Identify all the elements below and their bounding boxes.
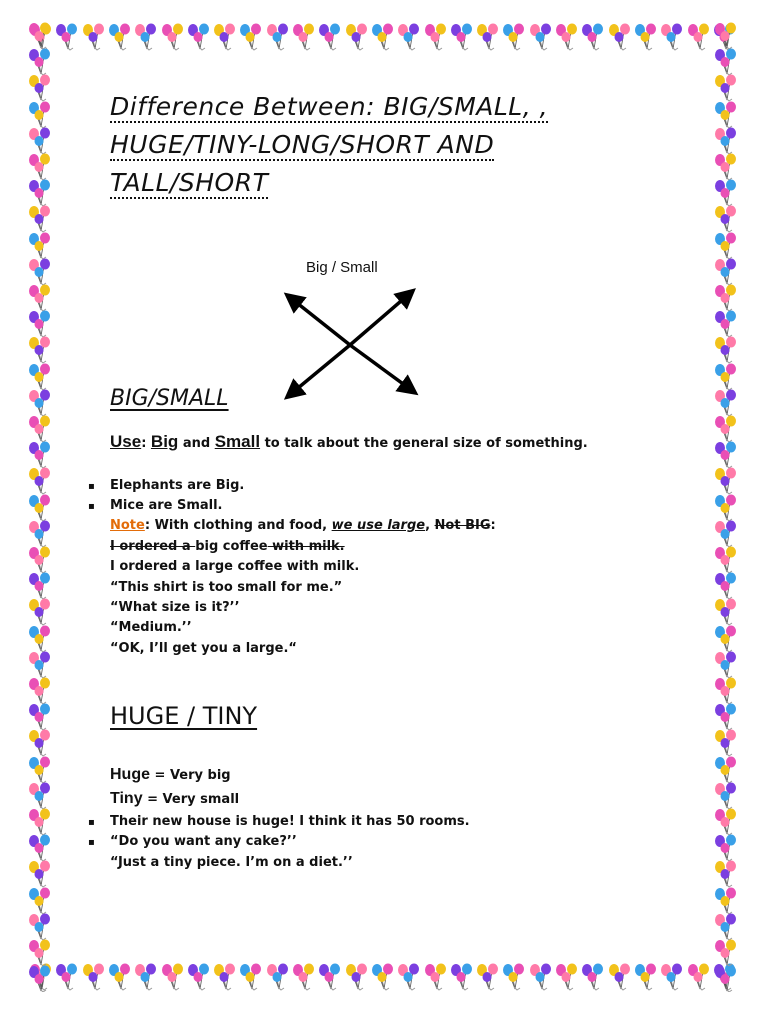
border-right [712,22,740,992]
balloon-icon [27,284,53,312]
balloon-icon [27,546,53,574]
balloon-icon [54,23,80,51]
balloon-icon [27,22,53,50]
balloon-icon [212,963,238,991]
balloon-icon [27,651,53,679]
balloon-icon [713,74,739,102]
balloon-icon [81,23,107,51]
balloon-icon [713,756,739,784]
small-key: Small [214,432,261,451]
balloon-icon [528,23,554,51]
use-label: Use [110,432,142,451]
title-line-2: HUGE/TINY-LONG/SHORT AND [110,130,495,159]
balloon-icon [713,729,739,757]
balloon-icon [370,963,396,991]
balloon-icon [27,729,53,757]
balloon-icon [186,23,212,51]
note-we-use: we use large [331,518,426,533]
balloon-icon [607,23,633,51]
balloon-icon [27,153,53,181]
bs-bullet-1: Elephants are Big. [110,478,245,493]
balloon-icon [713,48,739,76]
balloon-icon [713,205,739,233]
balloon-icon [659,23,685,51]
balloon-icon [449,963,475,991]
title-line-3: TALL/SHORT [110,168,269,197]
balloon-icon [81,963,107,991]
balloon-icon [713,284,739,312]
tiny-def: = Very small [142,792,240,807]
border-left [26,22,54,992]
balloon-icon [238,963,264,991]
ht-bullet-2: “Do you want any cake?’’ [110,834,297,849]
bullet-marker: ▪ [88,481,95,492]
diagram-label: Big / Small [306,259,378,276]
balloon-icon [27,179,53,207]
balloon-icon [107,963,133,991]
example-line-4: “What size is it?’’ [110,600,240,615]
balloon-icon [713,310,739,338]
balloon-icon [713,441,739,469]
balloon-icon [713,153,739,181]
balloon-icon [27,494,53,522]
balloon-icon [27,389,53,417]
huge-tiny-heading: HUGE / TINY [110,702,258,730]
balloon-icon [713,232,739,260]
note-text: : With clothing and food, [144,518,332,533]
balloon-icon [27,782,53,810]
balloon-icon [686,23,712,51]
balloon-icon [27,756,53,784]
example-line-3: “This shirt is too small for me.” [110,580,343,595]
balloon-icon [107,23,133,51]
note-label: Note [110,518,145,533]
balloon-icon [659,963,685,991]
balloon-icon [396,23,422,51]
balloon-icon [713,179,739,207]
balloon-icon [423,963,449,991]
balloon-icon [160,963,186,991]
balloon-icon [713,965,739,992]
balloon-icon [27,834,53,862]
balloon-icon [27,441,53,469]
balloon-icon [27,965,53,992]
balloon-icon [344,963,370,991]
balloon-icon [713,808,739,836]
balloon-icon [633,963,659,991]
page-title [110,88,670,202]
balloon-icon [27,415,53,443]
big-small-diagram [270,255,440,405]
balloon-icon [528,963,554,991]
balloon-icon [27,467,53,495]
big-small-heading: BIG/SMALL [110,386,229,411]
balloon-icon [475,963,501,991]
balloon-icon [27,101,53,129]
balloon-icon [554,23,580,51]
balloon-icon [713,939,739,967]
balloon-icon [27,625,53,653]
balloon-icon [713,546,739,574]
balloon-icon [713,336,739,364]
balloon-icon [27,232,53,260]
balloon-icon [713,22,739,50]
balloon-icon [554,963,580,991]
balloon-icon [27,913,53,941]
huge-def: = Very big [150,768,231,783]
balloon-icon [186,963,212,991]
balloon-icon [27,258,53,286]
use-colon: : [141,436,151,451]
balloon-icon [27,572,53,600]
note-not-big: Not BIG [434,518,491,533]
balloon-icon [133,963,159,991]
balloon-icon [501,23,527,51]
example-line-2: I ordered a large coffee with milk. [110,559,360,574]
balloon-icon [27,598,53,626]
border-top [28,22,740,52]
huge-def-line [110,766,231,784]
border-bottom [28,962,740,992]
balloon-icon [317,963,343,991]
balloon-icon [713,677,739,705]
balloon-icon [27,127,53,155]
tiny-key: Tiny [110,790,143,807]
balloon-icon [27,336,53,364]
example-strike-line [110,539,345,554]
balloon-icon [423,23,449,51]
balloon-icon [370,23,396,51]
balloon-icon [27,939,53,967]
balloon-icon [27,363,53,391]
balloon-icon [713,363,739,391]
balloon-icon [449,23,475,51]
example-line-5: “Medium.’’ [110,620,192,635]
example-mid: big coffee [195,539,268,554]
balloon-icon [713,782,739,810]
ht-bullet-1: Their new house is huge! I think it has 50 rooms. [110,814,470,829]
balloon-icon [713,415,739,443]
bullet-marker: ▪ [88,501,95,512]
balloon-icon [475,23,501,51]
balloon-icon [713,887,739,915]
bs-bullet-2: Mice are Small. [110,498,223,513]
balloon-icon [713,389,739,417]
strike-text-2: with milk. [267,539,345,554]
cross-arrows-icon [270,255,440,405]
balloon-icon [396,963,422,991]
note-line [110,518,496,533]
bullet-marker: ▪ [88,817,95,828]
balloon-icon [54,963,80,991]
balloon-icon [27,205,53,233]
balloon-icon [160,23,186,51]
big-key: Big [150,432,179,451]
balloon-icon [713,101,739,129]
huge-key: Huge [110,766,150,783]
balloon-icon [27,677,53,705]
balloon-icon [344,23,370,51]
balloon-icon [27,310,53,338]
balloon-icon [291,963,317,991]
balloon-icon [713,598,739,626]
balloon-icon [265,23,291,51]
balloon-icon [713,258,739,286]
balloon-icon [291,23,317,51]
balloon-icon [501,963,527,991]
balloon-icon [713,625,739,653]
and-text: and [178,436,215,451]
balloon-icon [27,48,53,76]
balloon-icon [265,963,291,991]
balloon-icon [27,520,53,548]
balloon-icon [713,651,739,679]
balloon-icon [27,808,53,836]
balloon-icon [713,520,739,548]
balloon-icon [580,23,606,51]
balloon-icon [713,703,739,731]
bullet-marker: ▪ [88,837,95,848]
balloon-icon [713,467,739,495]
balloon-icon [27,703,53,731]
balloon-icon [580,963,606,991]
use-line [110,432,588,452]
balloon-icon [713,834,739,862]
balloon-icon [713,860,739,888]
balloon-icon [686,963,712,991]
balloon-icon [633,23,659,51]
balloon-icon [27,860,53,888]
use-rest: to talk about the general size of something. [260,436,588,451]
tiny-def-line [110,790,239,808]
note-comma: , [425,518,435,533]
balloon-icon [317,23,343,51]
balloon-icon [713,572,739,600]
balloon-icon [133,23,159,51]
ht-line-3: “Just a tiny piece. I’m on a diet.’’ [110,855,353,870]
balloon-icon [713,127,739,155]
note-colon: : [490,518,496,533]
balloon-icon [238,23,264,51]
title-line-1: Difference Between: BIG/SMALL, , [110,92,549,121]
balloon-icon [713,913,739,941]
balloon-icon [212,23,238,51]
balloon-icon [607,963,633,991]
balloon-icon [27,887,53,915]
balloon-icon [27,74,53,102]
example-line-6: “OK, I’ll get you a large.“ [110,641,297,656]
balloon-icon [713,494,739,522]
strike-text-1: I ordered a [110,539,196,554]
